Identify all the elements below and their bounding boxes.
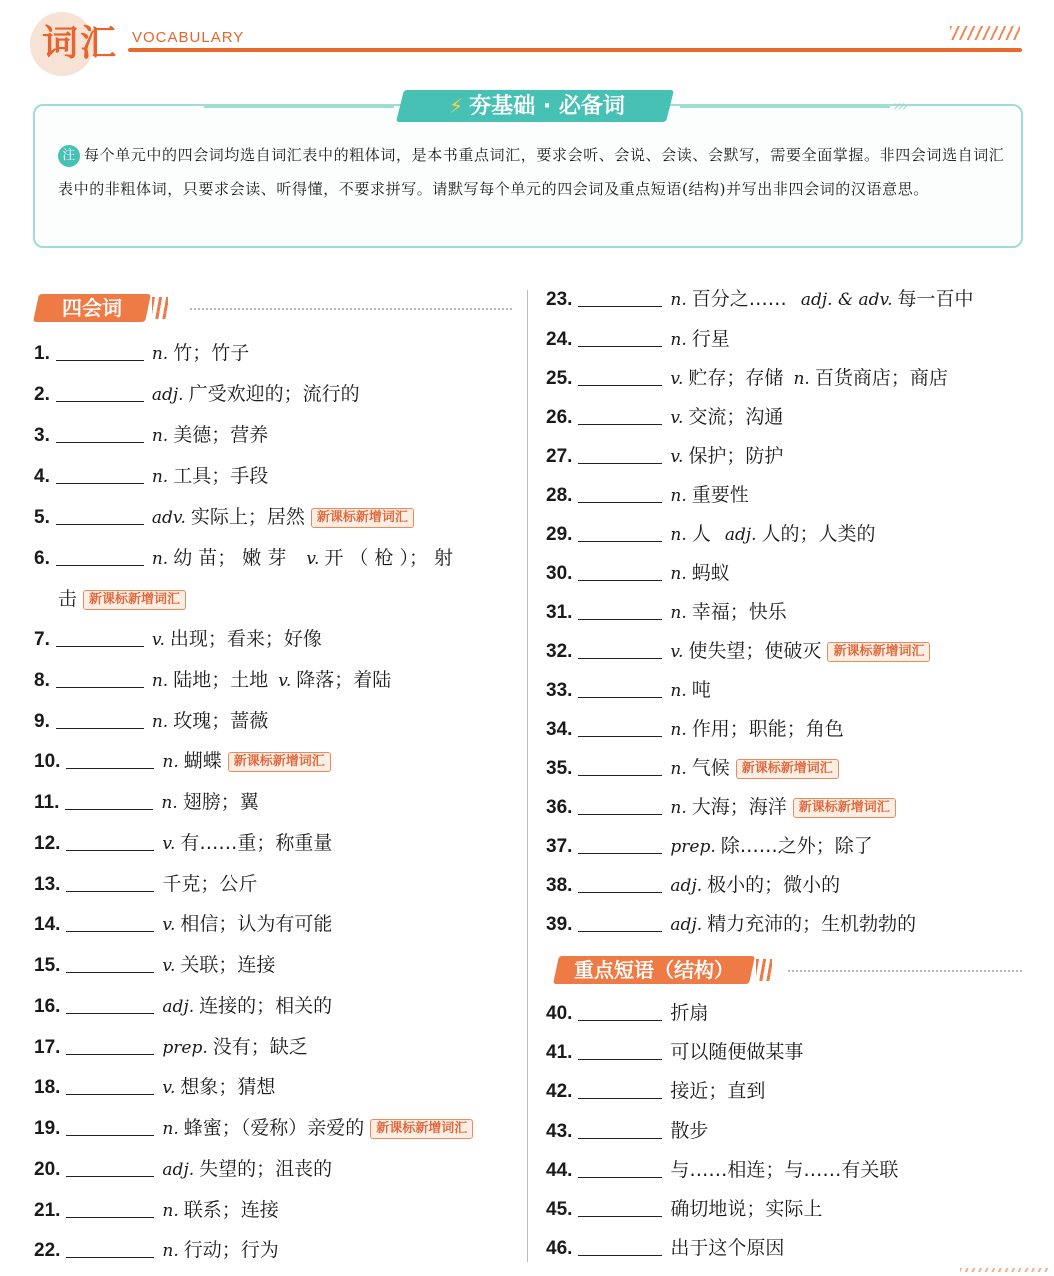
vocab-entry: 11. n. 翅膀；翼: [34, 791, 259, 813]
new-vocab-badge: 新课标新增词汇: [793, 798, 896, 818]
vocab-entry: 2. adj. 广受欢迎的；流行的: [34, 383, 360, 405]
vocab-entry: 9. n. 玫瑰；蔷薇: [34, 710, 269, 732]
vocab-entry: 15. v. 关联；连接: [34, 954, 276, 976]
vocab-entry: 32. v. 使失望；使破灭 新课标新增词汇: [546, 639, 930, 664]
footer-decoration: [960, 1268, 1050, 1272]
dotted-divider: [788, 970, 1022, 972]
answer-blank[interactable]: [56, 384, 144, 402]
answer-blank[interactable]: [578, 407, 662, 425]
answer-blank[interactable]: [578, 289, 662, 307]
vocab-entry: 20. adj. 失望的；沮丧的: [34, 1158, 333, 1180]
answer-blank[interactable]: [578, 875, 662, 893]
answer-blank[interactable]: [66, 914, 154, 932]
vocab-entry: 24. n. 行星: [546, 328, 730, 350]
answer-blank[interactable]: [578, 563, 662, 581]
answer-blank[interactable]: [56, 711, 144, 729]
note-badge: 注: [58, 145, 80, 167]
answer-blank[interactable]: [66, 1240, 154, 1258]
vocab-entry: 16. adj. 连接的；相关的: [34, 995, 333, 1017]
vocab-entry: 22. n. 行动；行为: [34, 1239, 279, 1261]
new-vocab-badge: 新课标新增词汇: [736, 759, 839, 779]
new-vocab-badge: 新课标新增词汇: [311, 508, 414, 528]
vocab-entry: 27. v. 保护；防护: [546, 445, 784, 467]
vocab-entry: 1. n. 竹；竹子: [34, 342, 250, 364]
vocab-entry: 19. n. 蜂蜜；（爱称）亲爱的 新课标新增词汇: [34, 1116, 473, 1141]
tab-bars-decoration: [152, 297, 168, 319]
section-tab-phrases: 重点短语（结构）: [553, 956, 755, 984]
answer-blank[interactable]: [578, 914, 662, 932]
section-tab-words: 四会词: [33, 294, 151, 322]
answer-blank[interactable]: [66, 1037, 154, 1055]
answer-blank[interactable]: [578, 446, 662, 464]
phrase-entry: 42. 接近；直到: [546, 1080, 766, 1102]
note-text: [58, 138, 1008, 206]
vocab-entry-continued: 击 新课标新增词汇: [58, 587, 186, 611]
dotted-divider: [190, 308, 512, 310]
page-header: [0, 0, 1054, 80]
answer-blank[interactable]: [56, 629, 144, 647]
banner-line-left: [204, 106, 394, 108]
answer-blank[interactable]: [66, 833, 154, 851]
answer-blank[interactable]: [578, 1160, 662, 1178]
answer-blank[interactable]: [578, 758, 662, 776]
answer-blank[interactable]: [578, 602, 662, 620]
vocab-entry: 4. n. 工具；手段: [34, 465, 269, 487]
answer-blank[interactable]: [578, 836, 662, 854]
phrase-entry: 46. 出于这个原因: [546, 1237, 785, 1259]
vocab-entry: 35. n. 气候 新课标新增词汇: [546, 756, 839, 781]
new-vocab-badge: 新课标新增词汇: [370, 1119, 473, 1139]
answer-blank[interactable]: [578, 1081, 662, 1099]
answer-blank[interactable]: [578, 680, 662, 698]
vocab-entry: 6. n. 幼 苗； 嫩 芽 v. 开 （ 枪 ）； 射: [34, 547, 454, 569]
banner-line-right: [680, 106, 890, 108]
vocab-entry: 25. v. 贮存；存储 n. 百货商店；商店: [546, 367, 948, 389]
banner-title: [412, 91, 662, 121]
vocab-entry: 34. n. 作用；职能；角色: [546, 718, 844, 740]
vocab-entry: 39. adj. 精力充沛的；生机勃勃的: [546, 913, 917, 935]
header-title-cn: 词汇: [42, 23, 119, 64]
header-stripes-decoration: [950, 26, 1020, 40]
answer-blank[interactable]: [66, 1200, 154, 1218]
running-figure-icon: ⚡: [449, 94, 464, 118]
answer-blank[interactable]: [578, 1121, 662, 1139]
answer-blank[interactable]: [578, 485, 662, 503]
answer-blank[interactable]: [65, 792, 153, 810]
phrase-entry: 44. 与……相连；与……有关联: [546, 1159, 899, 1181]
vocab-entry: 33. n. 吨: [546, 679, 711, 701]
vocab-entry: 31. n. 幸福；快乐: [546, 601, 787, 623]
answer-blank[interactable]: [578, 641, 662, 659]
chevrons-icon: ›››: [893, 96, 907, 115]
column-divider: [527, 290, 528, 1262]
new-vocab-badge: 新课标新增词汇: [228, 752, 331, 772]
answer-blank[interactable]: [578, 797, 662, 815]
answer-blank[interactable]: [56, 343, 144, 361]
vocab-entry: 13. 千克；公斤: [34, 873, 258, 895]
answer-blank[interactable]: [66, 955, 154, 973]
answer-blank[interactable]: [66, 1159, 154, 1177]
answer-blank[interactable]: [56, 548, 144, 566]
vocab-entry: 17. prep. 没有；缺乏: [34, 1036, 308, 1058]
vocab-entry: 36. n. 大海；海洋 新课标新增词汇: [546, 795, 896, 820]
phrase-entry: 41. 可以随便做某事: [546, 1041, 804, 1063]
phrase-entry: 45. 确切地说；实际上: [546, 1198, 823, 1220]
vocab-entry: 38. adj. 极小的；微小的: [546, 874, 841, 896]
tab-bars-decoration: [756, 959, 772, 981]
note-body: 每个单元中的四会词均选自词汇表中的粗体词，是本书重点词汇，要求会听、会说、会读、会默写，需要全面掌握。非四会词选自词汇表中的非粗体词，只要求会读、听得懂，不要求拼写。请默写每个单元的四会词及重点短语(结构)并写出非四会词的汉语意思。: [58, 146, 1005, 198]
answer-blank[interactable]: [66, 1118, 154, 1136]
vocab-entry: 5. adv. 实际上；居然 新课标新增词汇: [34, 505, 414, 530]
answer-blank[interactable]: [578, 1042, 662, 1060]
answer-blank[interactable]: [66, 751, 154, 769]
vocab-entry: 26. v. 交流；沟通: [546, 406, 784, 428]
answer-blank[interactable]: [56, 425, 144, 443]
answer-blank[interactable]: [578, 719, 662, 737]
new-vocab-badge: 新课标新增词汇: [83, 590, 186, 610]
vocab-entry: 10. n. 蝴蝶 新课标新增词汇: [34, 749, 331, 774]
answer-blank[interactable]: [56, 670, 144, 688]
answer-blank[interactable]: [578, 1003, 662, 1021]
vocab-entry: 23. n. 百分之…… adj. & adv. 每一百中: [546, 288, 974, 310]
new-vocab-badge: 新课标新增词汇: [827, 642, 930, 662]
answer-blank[interactable]: [66, 874, 154, 892]
answer-blank[interactable]: [578, 1199, 662, 1217]
vocab-entry: 14. v. 相信；认为有可能: [34, 913, 333, 935]
answer-blank[interactable]: [66, 1077, 154, 1095]
vocab-entry: 28. n. 重要性: [546, 484, 749, 506]
header-divider: [128, 48, 1022, 52]
vocab-entry: 3. n. 美德；营养: [34, 424, 269, 446]
answer-blank[interactable]: [578, 329, 662, 347]
banner-label: 夯基础 · 必备词: [469, 94, 625, 119]
vocab-entry: 18. v. 想象；猜想: [34, 1076, 276, 1098]
answer-blank[interactable]: [56, 507, 144, 525]
vocab-entry: 12. v. 有……重；称重量: [34, 832, 333, 854]
vocab-entry: 7. v. 出现；看来；好像: [34, 628, 322, 650]
answer-blank[interactable]: [66, 996, 154, 1014]
phrase-entry: 40. 折扇: [546, 1002, 709, 1024]
header-title-en: VOCABULARY: [132, 29, 245, 46]
answer-blank[interactable]: [56, 466, 144, 484]
phrase-entry: 43. 散步: [546, 1120, 709, 1142]
vocab-entry: 29. n. 人 adj. 人的；人类的: [546, 523, 876, 545]
answer-blank[interactable]: [578, 368, 662, 386]
answer-blank[interactable]: [578, 1238, 662, 1256]
vocab-entry: 21. n. 联系；连接: [34, 1199, 279, 1221]
vocab-entry: 37. prep. 除……之外；除了: [546, 835, 873, 857]
vocab-entry: 30. n. 蚂蚁: [546, 562, 730, 584]
answer-blank[interactable]: [578, 524, 662, 542]
vocab-entry: 8. n. 陆地；土地 v. 降落；着陆: [34, 669, 392, 691]
